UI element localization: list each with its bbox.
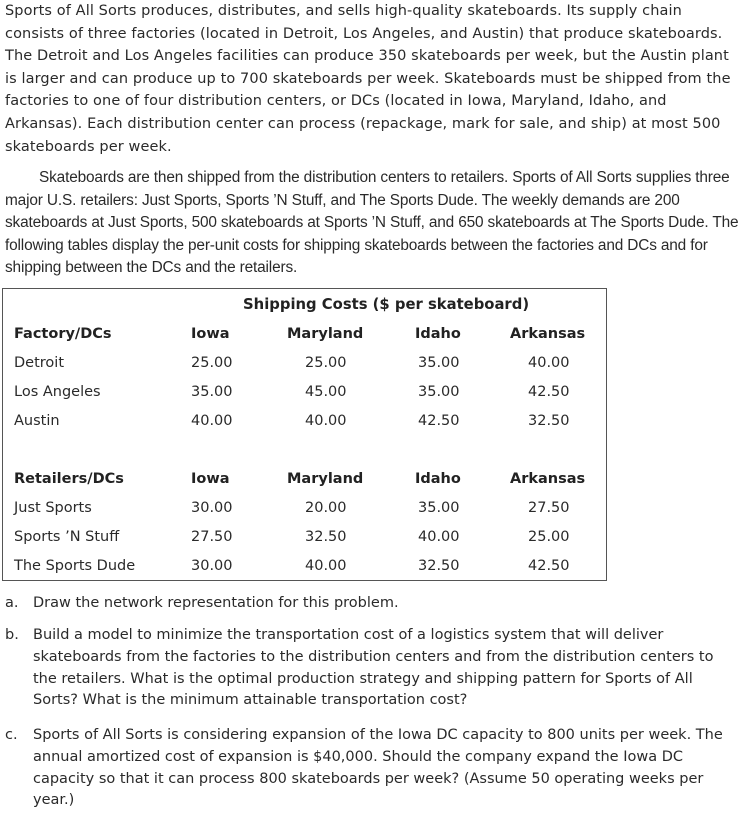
row-label-austin: Austin [14,413,60,429]
question-label: a. [5,595,19,611]
table-cell: 27.50 [528,500,570,516]
table-cell: 35.00 [418,500,460,516]
retailers-dcs-header: Retailers/DCs [14,471,124,487]
question-label: c. [5,727,18,743]
column-header-maryland: Maryland [287,326,364,342]
table-cell: 32.50 [305,529,347,545]
table-cell: 40.00 [191,413,233,429]
table-cell: 30.00 [191,500,233,516]
question-text: Build a model to minimize the transportation cost of a logistics system that will deliver skateboards from the factories to the distribution centers and from the distribution centers to the retailers. What is the optimal production strategy and shipping pattern for Sports of All Sorts? What is the minimum attainable transportation cost? [33,627,714,709]
column-header-idaho: Idaho [415,471,461,487]
row-label-just-sports: Just Sports [14,500,92,516]
table-cell: 25.00 [191,355,233,371]
table-cell: 25.00 [305,355,347,371]
table-cell: 40.00 [305,558,347,574]
row-label-sports-n-stuff: Sports ’N Stuff [14,529,120,545]
table-cell: 32.50 [418,558,460,574]
table-cell: 20.00 [305,500,347,516]
factory-dcs-header: Factory/DCs [14,326,112,342]
table-cell: 25.00 [528,529,570,545]
problem-paragraph-1: Sports of All Sorts produces, distributes, and sells high-quality skateboards. Its supply chain consists of three factories (located in Detroit, Los Angeles, and Austin) that produce skateboards. The Detroit and Los Angeles facilities can produce 350 skateboards per week, but the Austin plant is larger and can produce up to 700 skateboards per week. Skateboards must be shipped from the factories to one of four distribution centers, or DCs (located in Iowa, Maryland, Idaho, and Arkansas). Each distribution center can process (repackage, mark for sale, and ship) at most 500 skateboards per week. [5,3,731,155]
table-cell: 40.00 [528,355,570,371]
row-label-the-sports-dude: The Sports Dude [14,558,136,574]
table-cell: 42.50 [528,558,570,574]
problem-paragraph-2: Skateboards are then shipped from the distribution centers to retailers. Sports of All Sorts supplies three major U.S. retailers: Just Sports, Sports ’N Stuff, and The Sports Dude. The weekly demands are 200 skateboards at Just Sports, 500 skateboards at Sports ’N Stuff, and 650 skateboards at The Sports Dude. The following tables display the per-unit costs for shipping skateboards between the factories and DCs and for shipping between the DCs and the retailers. [5,169,739,276]
column-header-iowa: Iowa [191,471,230,487]
column-header-idaho: Idaho [415,326,461,342]
table-cell: 35.00 [418,355,460,371]
table-title: Shipping Costs ($ per skateboard) [243,296,530,313]
table-cell: 32.50 [528,413,570,429]
table-cell: 42.50 [528,384,570,400]
question-label: b. [5,627,19,643]
column-header-arkansas: Arkansas [510,326,586,342]
column-header-arkansas: Arkansas [510,471,586,487]
shipping-costs-table [2,288,607,581]
table-cell: 45.00 [305,384,347,400]
column-header-maryland: Maryland [287,471,364,487]
table-cell: 35.00 [191,384,233,400]
row-label-detroit: Detroit [14,355,64,371]
table-cell: 30.00 [191,558,233,574]
table-cell: 40.00 [305,413,347,429]
table-cell: 27.50 [191,529,233,545]
table-cell: 40.00 [418,529,460,545]
row-label-los-angeles: Los Angeles [14,384,101,400]
table-cell: 42.50 [418,413,460,429]
question-text: Sports of All Sorts is considering expansion of the Iowa DC capacity to 800 units per week. The annual amortized cost of expansion is $40,000. Should the company expand the Iowa DC capacity so that it can process 800 skateboards per week? (Assume 50 operating weeks per year.) [33,727,723,809]
column-header-iowa: Iowa [191,326,230,342]
table-cell: 35.00 [418,384,460,400]
question-text: Draw the network representation for this problem. [33,595,399,611]
